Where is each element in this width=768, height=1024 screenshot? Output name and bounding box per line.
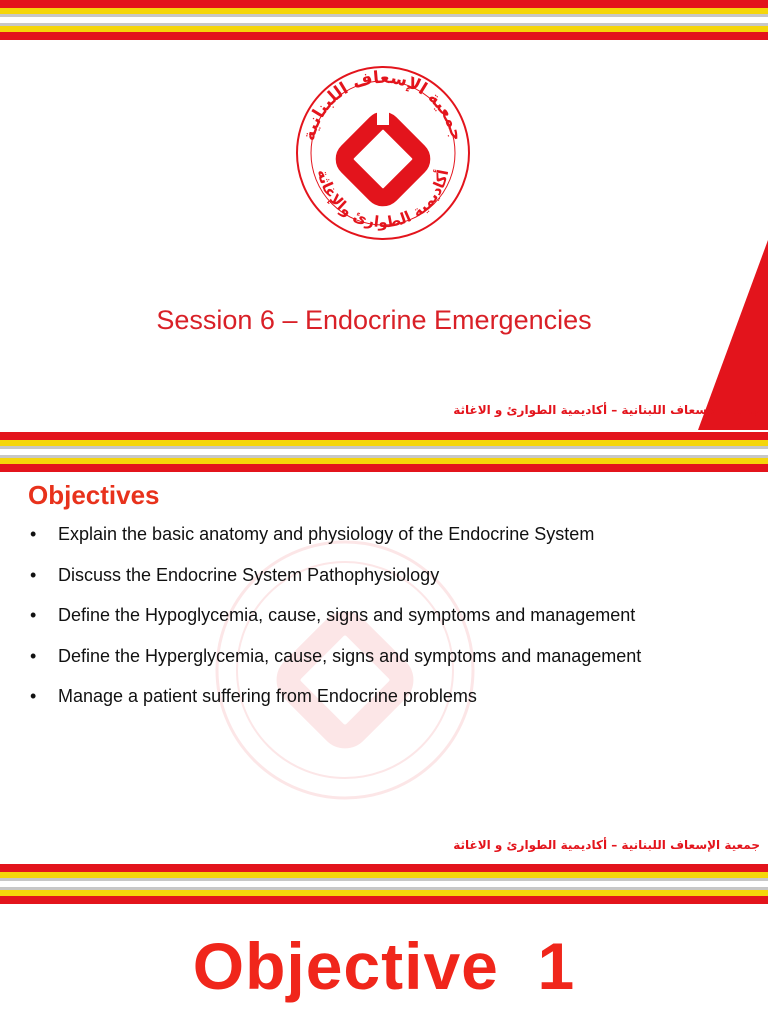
slide2-footer: جمعية الإسعاف اللبنانية – أكاديمية الطوارئ و الاغاثة	[453, 838, 760, 852]
list-item: • Discuss the Endocrine System Pathophysiology	[28, 561, 641, 602]
list-item: • Manage a patient suffering from Endocrine problems	[28, 682, 641, 723]
top-stripes	[0, 0, 768, 40]
session-title: Session 6 – Endocrine Emergencies	[156, 305, 592, 335]
bullet-icon: •	[30, 564, 37, 585]
bullet-icon: •	[30, 605, 37, 625]
bullet-icon: •	[30, 524, 37, 544]
logo-bottom-text: أكاديمية الطوارئ والإغاثة	[313, 167, 453, 232]
objectives-list	[28, 520, 641, 723]
logo-top-text: جمعية الإسعاف اللبنانية	[299, 67, 467, 143]
list-item: • Define the Hypoglycemia, cause, signs and symptoms and management	[28, 601, 641, 642]
bullet-icon: •	[30, 686, 37, 706]
divider-stripes-2	[0, 864, 768, 904]
divider-stripes-1	[0, 432, 768, 472]
association-logo	[291, 61, 475, 245]
objective-1-title: Objective 1	[192, 929, 576, 1003]
slide1-footer: جمعية الإسعاف اللبنانية – أكاديمية الطوارئ و الاغاثة	[453, 403, 760, 417]
bullet-icon: •	[30, 645, 37, 666]
objectives-title: Objectives	[28, 480, 160, 510]
list-item: • Explain the basic anatomy and physiology of the Endocrine System	[28, 520, 641, 561]
list-item: • Define the Hyperglycemia, cause, signs and symptoms and management	[28, 642, 641, 683]
